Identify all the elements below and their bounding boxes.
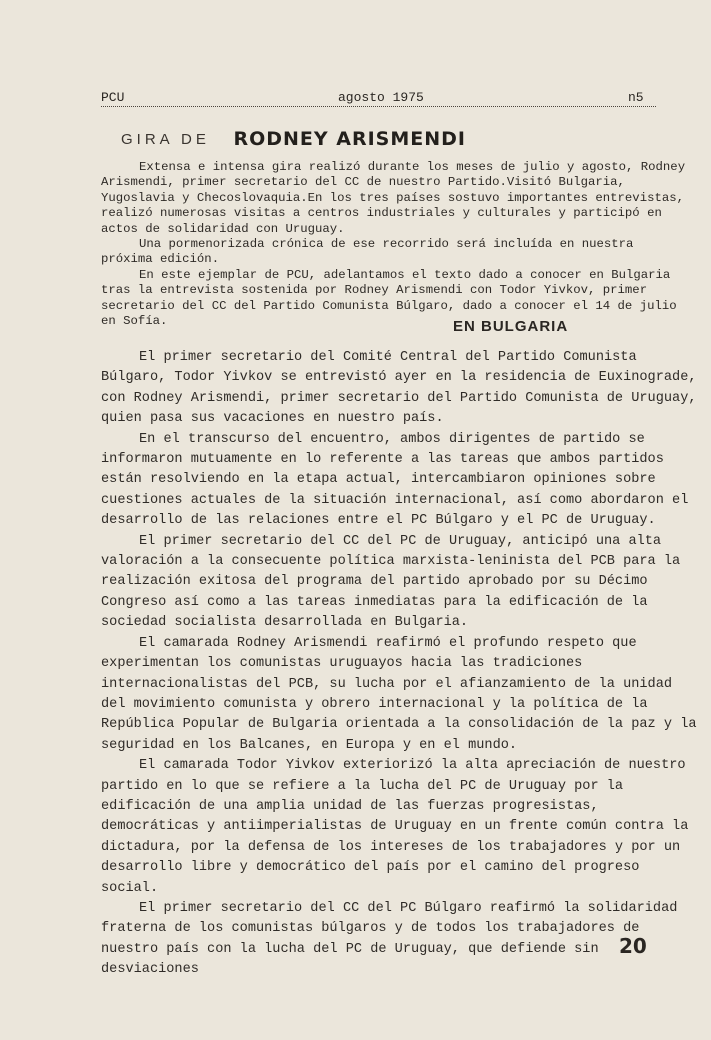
- article-title: [121, 128, 466, 154]
- intro-paragraph: Una pormenorizada crónica de ese recorrido será incluída en nuestra próxima edición.: [101, 237, 634, 267]
- header-rule: [101, 106, 656, 107]
- section-heading: EN BULGARIA: [453, 318, 569, 335]
- body-paragraph: En el transcurso del encuentro, ambos dirigentes de partido se informaron mutuamente en lo referente a las tareas que ambos partidos están resolviendo en la etapa actual, intercambiaron opiniones sobre cuestiones actuales de la situación internacional, así como abordaron el desarrollo de las relaciones entre el PC Búlgaro y el PC de Uruguay.: [101, 431, 689, 529]
- intro-paragraph: Extensa e intensa gira realizó durante los meses de julio y agosto, Rodney Arismendi, primer secretario del CC de nuestro Partido.Visitó Bulgaria, Yugoslavia y Checoslovaquia.En los tres países sostuvo importantes entrevistas, realizó numerosas visitas a centros industriales y culturales y participó en actos de solidaridad con Uruguay.: [101, 160, 686, 236]
- page-number: 20: [619, 934, 647, 958]
- body-paragraph: El camarada Todor Yivkov exteriorizó la alta apreciación de nuestro partido en lo que se refiere a la lucha del PC de Uruguay por la edificación de una amplia unidad de las fuerzas progresistas, democráticas y antiimperialistas de Uruguay en un frente común contra la dictadura, por la defensa de los intereses de los trabajadores y por un desarrollo libre y democrático del país por el camino del progreso social.: [101, 758, 689, 896]
- header-publication: PCU: [101, 90, 125, 105]
- body-paragraph: El camarada Rodney Arismendi reafirmó el profundo respeto que experimentan los comunistas uruguayos hacia las tradiciones internacionalistas del PCB, su lucha por el afianzamiento de la unidad del movimiento comunista y obrero internacional y la política de la República Popular de Bulgaria orientada a la consolidación de la paz y la seguridad en los Balcanes, en Europa y en el mundo.: [101, 635, 697, 753]
- header-date: agosto 1975: [338, 90, 424, 105]
- header-issue: n5: [628, 90, 644, 105]
- title-prefix: GIRA DE: [121, 130, 210, 148]
- article-body: [101, 348, 697, 981]
- intro-paragraph: En este ejemplar de PCU, adelantamos el texto dado a conocer en Bulgaria tras la entrevista sostenida por Rodney Arismendi con Todor Yivkov, primer secretario del CC del Partido Comunista Búlgaro, dado a conocer el 14 de julio en Sofía.: [101, 267, 677, 329]
- running-header: [101, 90, 656, 106]
- body-paragraph: El primer secretario del CC del PC Búlgaro reafirmó la solidaridad fraterna de los comunistas búlgaros y de todos los trabajadores de nuestro país con la lucha del PC de Uruguay, que defiende sin desviaciones: [101, 900, 678, 978]
- title-name: RODNEY ARISMENDI: [233, 128, 466, 150]
- body-paragraph: El primer secretario del CC del PC de Uruguay, anticipó una alta valoración a la consecuente política marxista-leninista del PCB para la realización exitosa del programa del partido aprobado por su Décimo Congreso así como a las tareas inmediatas para la edificación de la sociedad socialista desarrollada en Bulgaria.: [101, 533, 681, 631]
- intro-block: [101, 160, 691, 329]
- body-paragraph: El primer secretario del Comité Central del Partido Comunista Búlgaro, Todor Yivkov se entrevistó ayer en la residencia de Euxinograde, con Rodney Arismendi, primer secretario del Partido Comunista de Uruguay, quien pasa sus vacaciones en nuestro país.: [101, 350, 697, 427]
